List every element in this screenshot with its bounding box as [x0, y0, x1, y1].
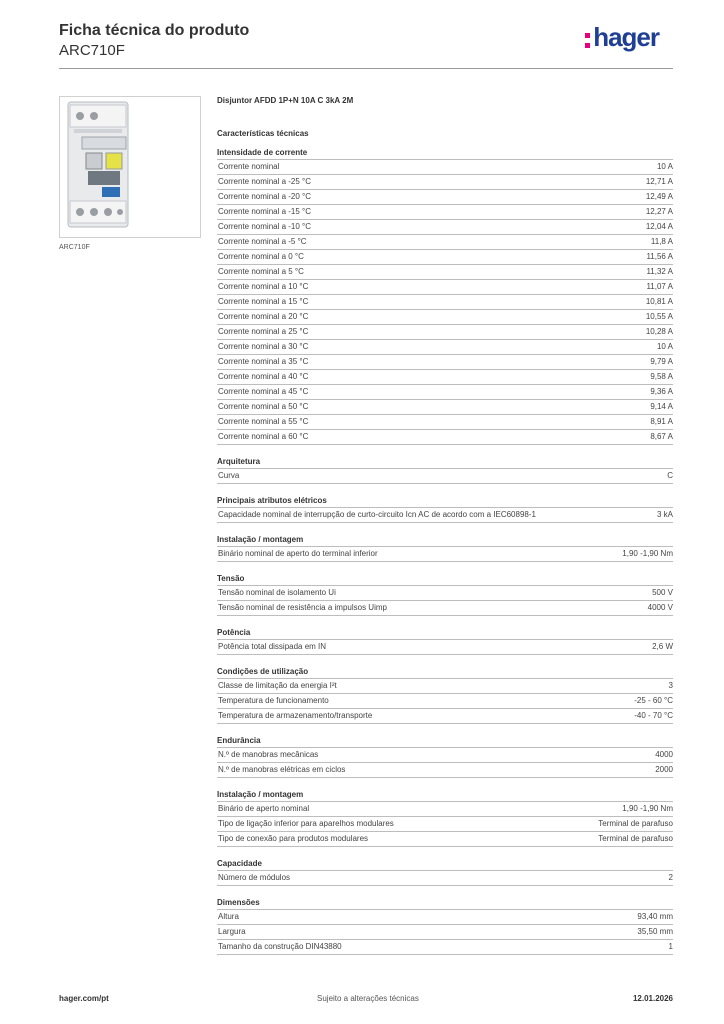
spec-label: Corrente nominal a -25 °C — [218, 177, 312, 186]
spec-value: 93,40 mm — [637, 912, 673, 921]
spec-value: 12,71 A — [645, 177, 673, 186]
spec-label: Capacidade nominal de interrupção de curto-circuito Icn AC de acordo com a IEC60898-1 — [218, 510, 536, 519]
spec-row — [217, 801, 673, 816]
spec-row — [217, 234, 673, 249]
spec-label: Corrente nominal — [218, 162, 280, 171]
spec-label: Corrente nominal a 0 °C — [218, 252, 304, 261]
spec-value: Terminal de parafuso — [598, 834, 673, 843]
spec-label: Largura — [218, 927, 246, 936]
spec-row — [217, 816, 673, 831]
spec-row — [217, 399, 673, 414]
spec-section — [217, 666, 673, 724]
spec-row — [217, 354, 673, 369]
spec-section — [217, 147, 673, 445]
spec-value: -40 - 70 °C — [634, 711, 673, 720]
spec-row — [217, 249, 673, 264]
spec-value: 12,27 A — [645, 207, 673, 216]
spec-table — [217, 747, 673, 778]
spec-label: Corrente nominal a -5 °C — [218, 237, 307, 246]
spec-label: Curva — [218, 471, 240, 480]
spec-value: 12,04 A — [645, 222, 673, 231]
spec-value: 3 — [668, 681, 673, 690]
spec-row — [217, 939, 673, 955]
footer-notice: Sujeito a alterações técnicas — [317, 994, 419, 1003]
spec-label: Corrente nominal a 40 °C — [218, 372, 309, 381]
spec-value: 11,56 A — [646, 252, 673, 261]
spec-value: 3 kA — [656, 510, 673, 519]
spec-table — [217, 546, 673, 562]
spec-label: Binário de aperto nominal — [218, 804, 310, 813]
spec-value: 11,8 A — [650, 237, 673, 246]
spec-value: 9,79 A — [650, 357, 673, 366]
spec-label: Tensão nominal de resistência a impulsos Uimp — [218, 603, 387, 612]
spec-table — [217, 507, 673, 523]
spec-value: 11,32 A — [646, 267, 673, 276]
spec-label: Corrente nominal a 50 °C — [218, 402, 309, 411]
spec-value: -25 - 60 °C — [634, 696, 673, 705]
spec-table — [217, 468, 673, 484]
logo-dots-icon — [585, 33, 590, 48]
spec-label: Corrente nominal a 20 °C — [218, 312, 309, 321]
spec-value: 2 — [668, 873, 673, 882]
spec-row — [217, 585, 673, 600]
spec-row — [217, 507, 673, 523]
spec-label: Corrente nominal a -20 °C — [218, 192, 312, 201]
section-title: Principais atributos elétricos — [217, 496, 327, 505]
spec-value: 35,50 mm — [637, 927, 673, 936]
spec-row — [217, 762, 673, 778]
spec-row — [217, 219, 673, 234]
spec-value: 500 V — [652, 588, 673, 597]
section-title: Endurância — [217, 736, 261, 745]
spec-row — [217, 339, 673, 354]
section-title: Instalação / montagem — [217, 790, 304, 799]
section-title: Tensão — [217, 574, 245, 583]
spec-section — [217, 735, 673, 778]
spec-label: Corrente nominal a 45 °C — [218, 387, 309, 396]
spec-label: Tipo de conexão para produtos modulares — [218, 834, 369, 843]
spec-label: N.º de manobras elétricas em ciclos — [218, 765, 346, 774]
spec-row — [217, 324, 673, 339]
spec-value: 9,14 A — [650, 402, 673, 411]
spec-row — [217, 309, 673, 324]
spec-row — [217, 384, 673, 399]
spec-value: 1,90 -1,90 Nm — [622, 804, 673, 813]
spec-row — [217, 600, 673, 616]
spec-label: Tipo de ligação inferior para aparelhos modulares — [218, 819, 394, 828]
spec-label: Número de módulos — [218, 873, 291, 882]
spec-label: Tensão nominal de isolamento Ui — [218, 588, 336, 597]
section-title: Capacidade — [217, 859, 262, 868]
logo-text: hager — [593, 22, 659, 52]
footer-date: 12.01.2026 — [632, 994, 673, 1003]
spec-row — [217, 264, 673, 279]
spec-value: 9,58 A — [650, 372, 673, 381]
spec-label: Corrente nominal a -10 °C — [218, 222, 312, 231]
spec-value: 4000 — [655, 750, 673, 759]
spec-row — [217, 189, 673, 204]
section-title: Intensidade de corrente — [217, 148, 308, 157]
document-title: Ficha técnica do produto — [59, 22, 250, 39]
characteristics-title: Características técnicas — [217, 129, 309, 138]
spec-value: 12,49 A — [645, 192, 673, 201]
spec-row — [217, 159, 673, 174]
spec-section — [217, 627, 673, 655]
spec-row — [217, 174, 673, 189]
page-header — [59, 22, 673, 70]
hager-logo — [585, 22, 659, 53]
spec-label: Altura — [218, 912, 239, 921]
spec-row — [217, 639, 673, 655]
spec-section — [217, 573, 673, 616]
spec-label: Corrente nominal a 10 °C — [218, 282, 309, 291]
spec-value: 2,6 W — [652, 642, 673, 651]
spec-row — [217, 708, 673, 724]
spec-label: Classe de limitação da energia I²t — [218, 681, 337, 690]
spec-section — [217, 534, 673, 562]
spec-value: 1 — [668, 942, 673, 951]
spec-row — [217, 429, 673, 445]
spec-label: Corrente nominal a 5 °C — [218, 267, 304, 276]
spec-row — [217, 678, 673, 693]
spec-value: Terminal de parafuso — [598, 819, 673, 828]
spec-label: Potência total dissipada em IN — [218, 642, 327, 651]
spec-section — [217, 495, 673, 523]
spec-label: Corrente nominal a 55 °C — [218, 417, 309, 426]
spec-value: 9,36 A — [650, 387, 673, 396]
spec-value: 1,90 -1,90 Nm — [622, 549, 673, 558]
spec-row — [217, 414, 673, 429]
spec-sections — [217, 147, 673, 955]
spec-value: 8,67 A — [650, 432, 673, 441]
spec-table — [217, 639, 673, 655]
spec-value: 2000 — [655, 765, 673, 774]
spec-section — [217, 456, 673, 484]
spec-row — [217, 546, 673, 562]
spec-value: 10,28 A — [645, 327, 673, 336]
spec-content — [217, 94, 673, 955]
product-image — [59, 96, 201, 238]
spec-value: 11,07 A — [646, 282, 673, 291]
spec-label: Corrente nominal a -15 °C — [218, 207, 312, 216]
spec-label: Corrente nominal a 35 °C — [218, 357, 309, 366]
spec-table — [217, 585, 673, 616]
spec-label: Corrente nominal a 30 °C — [218, 342, 309, 351]
section-title: Condições de utilização — [217, 667, 309, 676]
spec-section — [217, 897, 673, 955]
spec-value: 10 A — [656, 162, 673, 171]
section-title: Arquitetura — [217, 457, 261, 466]
spec-row — [217, 369, 673, 384]
spec-label: Corrente nominal a 15 °C — [218, 297, 309, 306]
spec-row — [217, 831, 673, 847]
spec-value: 4000 V — [647, 603, 673, 612]
spec-value: 8,91 A — [650, 417, 673, 426]
spec-section — [217, 789, 673, 847]
spec-label: Binário nominal de aperto do terminal inferior — [218, 549, 378, 558]
spec-section — [217, 858, 673, 886]
spec-row — [217, 693, 673, 708]
product-reference: ARC710F — [59, 42, 125, 59]
spec-row — [217, 870, 673, 886]
header-divider — [59, 68, 673, 69]
spec-value: 10,81 A — [645, 297, 673, 306]
spec-label: Tamanho da construção DIN43880 — [218, 942, 342, 951]
spec-row — [217, 924, 673, 939]
spec-value: 10 A — [656, 342, 673, 351]
circuit-breaker-icon — [60, 97, 200, 237]
spec-table — [217, 801, 673, 847]
spec-value: C — [667, 471, 673, 480]
spec-label: N.º de manobras mecânicas — [218, 750, 319, 759]
spec-row — [217, 468, 673, 484]
spec-table — [217, 159, 673, 445]
spec-table — [217, 870, 673, 886]
spec-label: Corrente nominal a 60 °C — [218, 432, 309, 441]
product-name: Disjuntor AFDD 1P+N 10A C 3kA 2M — [217, 96, 354, 105]
footer-website: hager.com/pt — [59, 994, 109, 1003]
section-title: Instalação / montagem — [217, 535, 304, 544]
spec-label: Temperatura de armazenamento/transporte — [218, 711, 373, 720]
spec-label: Corrente nominal a 25 °C — [218, 327, 309, 336]
spec-row — [217, 909, 673, 924]
spec-row — [217, 279, 673, 294]
spec-table — [217, 909, 673, 955]
section-title: Dimensões — [217, 898, 260, 907]
spec-row — [217, 747, 673, 762]
spec-row — [217, 294, 673, 309]
spec-row — [217, 204, 673, 219]
spec-label: Temperatura de funcionamento — [218, 696, 329, 705]
section-title: Potência — [217, 628, 251, 637]
image-caption: ARC710F — [59, 244, 90, 251]
spec-table — [217, 678, 673, 724]
spec-value: 10,55 A — [645, 312, 673, 321]
